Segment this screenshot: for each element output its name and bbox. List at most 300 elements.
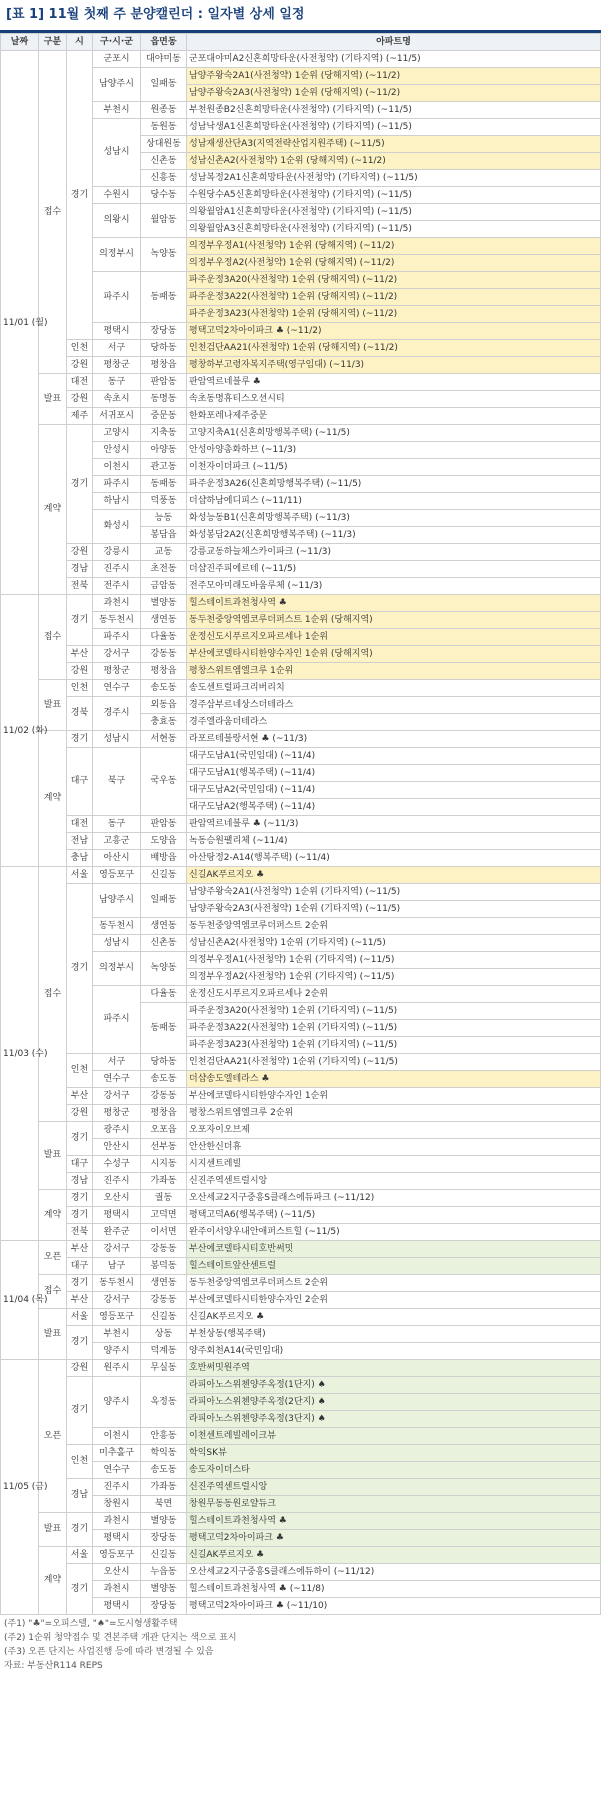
table-row [1,1275,601,1292]
province-cell: 강원 [67,1360,93,1377]
table-row [1,1190,601,1207]
table-row [1,731,601,748]
type-cell: 발표 [39,1309,67,1360]
district-cell: 광주시 [93,1122,141,1139]
apartment-cell: 힐스테이트과천청사역 ♣ (~11/8) [187,1581,601,1598]
apartment-cell: 의정부우정A2(사전청약) 1순위 (기타지역) (~11/5) [187,969,601,986]
district-cell: 영등포구 [93,1547,141,1564]
footnote: (주3) 오픈 단지는 사업진행 등에 따라 변경될 수 있음 [4,1647,214,1657]
apartment-cell: 한화포레나제주중문 [187,408,601,425]
district-cell: 진주시 [93,1173,141,1190]
table-row [1,1445,601,1462]
apartment-cell: 남양주왕숙2A3(사전청약) 1순위 (당해지역) (~11/2) [187,85,601,102]
town-cell: 대야미동 [141,51,187,68]
town-cell: 시지동 [141,1156,187,1173]
town-cell: 봉덕동 [141,1258,187,1275]
town-cell: 생연동 [141,612,187,629]
province-cell: 경기 [67,1275,93,1292]
district-cell: 강서구 [93,1292,141,1309]
table-row [1,1207,601,1224]
apartment-cell: 아산탕정2-A14(행복주택) (~11/4) [187,850,601,867]
town-cell: 장당동 [141,1598,187,1615]
district-cell: 부천시 [93,102,141,119]
town-cell: 일패동 [141,68,187,102]
town-cell: 신길동 [141,867,187,884]
town-cell: 녹양동 [141,238,187,272]
apartment-cell: 학익SK뷰 [187,1445,601,1462]
district-cell: 미추홀구 [93,1445,141,1462]
district-cell: 의왕시 [93,204,141,238]
town-cell: 아양동 [141,442,187,459]
type-cell: 접수 [39,1275,67,1309]
district-cell: 평창군 [93,357,141,374]
province-cell: 전북 [67,1224,93,1241]
district-cell: 이천시 [93,1428,141,1445]
district-cell: 안성시 [93,442,141,459]
district-cell: 의정부시 [93,238,141,272]
table-row [1,391,601,408]
town-cell: 동패동 [141,476,187,493]
table-row [1,663,601,680]
district-cell: 파주시 [93,986,141,1054]
province-cell: 강원 [67,544,93,561]
apartment-cell: 라피아노스위첸양주옥정(1단지) ♠ [187,1377,601,1394]
town-cell: 강동동 [141,646,187,663]
district-cell: 평택시 [93,1530,141,1547]
province-cell: 강원 [67,357,93,374]
apartment-cell: 평택고덕A6(행복주택) (~11/5) [187,1207,601,1224]
province-cell: 경기 [67,1207,93,1224]
town-cell: 다율동 [141,986,187,1003]
apartment-cell: 대구도남A1(행복주택) (~11/4) [187,765,601,782]
header-apartment: 아파트명 [187,34,601,51]
district-cell: 과천시 [93,1581,141,1598]
type-cell: 발표 [39,680,67,731]
table-row [1,1513,601,1530]
district-cell: 평택시 [93,1598,141,1615]
district-cell: 과천시 [93,595,141,612]
apartment-cell: 평창스위트엠엘크루 1순위 [187,663,601,680]
apartment-cell: 인천검단AA21(사전청약) 1순위 (기타지역) (~11/5) [187,1054,601,1071]
town-cell: 상대원동 [141,136,187,153]
district-cell: 동두천시 [93,918,141,935]
apartment-cell: 평택고덕2차아이파크 ♣ (~11/10) [187,1598,601,1615]
apartment-cell: 더샵하남에디피스 (~11/11) [187,493,601,510]
apartment-cell: 남양주왕숙2A1(사전청약) 1순위 (기타지역) (~11/5) [187,884,601,901]
district-cell: 하남시 [93,493,141,510]
town-cell: 장당동 [141,323,187,340]
district-cell: 강서구 [93,1241,141,1258]
apartment-cell: 인천검단AA21(사전청약) 1순위 (당해지역) (~11/2) [187,340,601,357]
province-cell: 강원 [67,663,93,680]
town-cell: 국우동 [141,748,187,816]
table-row [1,867,601,884]
town-cell: 봉담읍 [141,527,187,544]
town-cell: 누읍동 [141,1564,187,1581]
footnote: (주1) "♣"=오피스텔, "♠"=도시형생활주택 [4,1619,178,1629]
table-row [1,561,601,578]
town-cell: 일패동 [141,884,187,918]
town-cell: 궐동 [141,1190,187,1207]
table-row [1,425,601,442]
type-cell: 접수 [39,51,67,374]
apartment-cell: 군포대야미A2신혼희망타운(사전청약) (기타지역) (~11/5) [187,51,601,68]
table-row [1,884,601,901]
town-cell: 별양동 [141,595,187,612]
table-row [1,1241,601,1258]
district-cell: 완주군 [93,1224,141,1241]
date-cell: 11/04 (목) [1,1241,39,1360]
apartment-cell: 의정부우정A1(사전청약) 1순위 (기타지역) (~11/5) [187,952,601,969]
district-cell: 진주시 [93,561,141,578]
apartment-cell: 남양주왕숙2A1(사전청약) 1순위 (당해지역) (~11/2) [187,68,601,85]
type-cell: 계약 [39,1190,67,1241]
town-cell: 북면 [141,1496,187,1513]
town-cell: 선부동 [141,1139,187,1156]
town-cell: 별양동 [141,1581,187,1598]
town-cell: 신촌동 [141,153,187,170]
province-cell: 경기 [67,1190,93,1207]
town-cell: 도양읍 [141,833,187,850]
district-cell: 강서구 [93,1088,141,1105]
town-cell: 당하동 [141,340,187,357]
apartment-cell: 오산세교2지구중흥S클래스에듀파크 (~11/12) [187,1190,601,1207]
table-row [1,1360,601,1377]
table-row [1,1105,601,1122]
apartment-cell: 평창스위트엠엘크루 2순위 [187,1105,601,1122]
town-cell: 가좌동 [141,1173,187,1190]
town-cell: 고덕면 [141,1207,187,1224]
table-row [1,833,601,850]
town-cell: 동패동 [141,272,187,323]
footnote: (주2) 1순위 청약접수 및 견본주택 개관 단지는 색으로 표시 [4,1633,237,1643]
province-cell: 인천 [67,1054,93,1088]
province-cell: 대전 [67,816,93,833]
town-cell: 평창읍 [141,1105,187,1122]
province-cell: 서울 [67,867,93,884]
district-cell: 성남시 [93,119,141,187]
town-cell: 송도동 [141,680,187,697]
province-cell: 경기 [67,1377,93,1445]
apartment-cell: 신길AK푸르지오 ♣ [187,1309,601,1326]
district-cell: 안산시 [93,1139,141,1156]
apartment-cell: 신진주역센트럴시앙 [187,1479,601,1496]
date-cell: 11/05 (금) [1,1360,39,1615]
province-cell: 제주 [67,408,93,425]
district-cell: 성남시 [93,935,141,952]
district-cell: 서구 [93,340,141,357]
apartment-cell: 이천자이더파크 (~11/5) [187,459,601,476]
apartment-cell: 대구도남A2(행복주택) (~11/4) [187,799,601,816]
province-cell: 부산 [67,646,93,663]
apartment-cell: 부천상동(행복주택) [187,1326,601,1343]
district-cell: 군포시 [93,51,141,68]
apartment-cell: 양주회천A14(국민임대) [187,1343,601,1360]
district-cell: 속초시 [93,391,141,408]
apartment-cell: 경주삼부르네상스더테라스 [187,697,601,714]
district-cell: 고흥군 [93,833,141,850]
town-cell: 가좌동 [141,1479,187,1496]
table-row [1,748,601,765]
district-cell: 진주시 [93,1479,141,1496]
table-row [1,408,601,425]
type-cell: 발표 [39,1122,67,1190]
town-cell: 평창읍 [141,357,187,374]
date-cell: 11/01 (월) [1,51,39,595]
province-cell: 인천 [67,1445,93,1479]
table-row [1,578,601,595]
apartment-cell: 호반써밋원주역 [187,1360,601,1377]
district-cell: 의정부시 [93,952,141,986]
apartment-cell: 화성능동B1(신혼희망행복주택) (~11/3) [187,510,601,527]
district-cell: 과천시 [93,1513,141,1530]
town-cell: 생연동 [141,918,187,935]
town-cell: 덕풍동 [141,493,187,510]
province-cell: 전남 [67,833,93,850]
type-cell: 계약 [39,731,67,867]
town-cell: 무실동 [141,1360,187,1377]
header-province: 시 [67,34,93,51]
apartment-cell: 시지센트레빌 [187,1156,601,1173]
town-cell: 원종동 [141,102,187,119]
type-cell: 오픈 [39,1360,67,1513]
apartment-cell: 라포르테블랑서현 ♣ (~11/3) [187,731,601,748]
province-cell: 경기 [67,51,93,340]
table-row [1,1122,601,1139]
apartment-cell: 고양지축A1(신혼희망행복주택) (~11/5) [187,425,601,442]
town-cell: 관고동 [141,459,187,476]
town-cell: 강동동 [141,1292,187,1309]
town-cell: 초전동 [141,561,187,578]
apartment-cell: 창원무동동원로얄듀크 [187,1496,601,1513]
province-cell: 부산 [67,1088,93,1105]
apartment-cell: 송도자이더스타 [187,1462,601,1479]
town-cell: 안흥동 [141,1428,187,1445]
town-cell: 당수동 [141,187,187,204]
apartment-cell: 이천센트레빌레이크뷰 [187,1428,601,1445]
apartment-cell: 화성봉담2A2(신혼희망행복주택) (~11/3) [187,527,601,544]
apartment-cell: 신진주역센트럴시앙 [187,1173,601,1190]
province-cell: 경남 [67,561,93,578]
district-cell: 연수구 [93,1071,141,1088]
apartment-cell: 힐스테이트과천청사역 ♣ [187,1513,601,1530]
apartment-cell: 안산한신더휴 [187,1139,601,1156]
province-cell: 전북 [67,578,93,595]
district-cell: 남양주시 [93,68,141,102]
apartment-cell: 부산에코델타시티한양수자인 2순위 [187,1292,601,1309]
apartment-cell: 파주운정3A20(사전청약) 1순위 (당해지역) (~11/2) [187,272,601,289]
apartment-cell: 녹동승원팰리체 (~11/4) [187,833,601,850]
apartment-cell: 판암역르네블루 ♣ (~11/3) [187,816,601,833]
province-cell: 강원 [67,391,93,408]
province-cell: 경남 [67,1173,93,1190]
district-cell: 오산시 [93,1564,141,1581]
apartment-cell: 성남신촌A2(사전청약) 1순위 (기타지역) (~11/5) [187,935,601,952]
town-cell: 신촌동 [141,935,187,952]
town-cell: 평창읍 [141,663,187,680]
district-cell: 평창군 [93,663,141,680]
apartment-cell: 파주운정3A22(사전청약) 1순위 (당해지역) (~11/2) [187,289,601,306]
district-cell: 남구 [93,1258,141,1275]
district-cell: 수성구 [93,1156,141,1173]
town-cell: 외동읍 [141,697,187,714]
table-title: [표 1] 11월 첫째 주 분양캘린더 : 일자별 상세 일정 [0,0,601,33]
apartment-cell: 속초동명휴티스오션시티 [187,391,601,408]
district-cell: 평택시 [93,1207,141,1224]
province-cell: 충남 [67,850,93,867]
footnotes [0,1615,601,1675]
table-row [1,357,601,374]
table-row [1,1258,601,1275]
town-cell: 판암동 [141,816,187,833]
town-cell: 장당동 [141,1530,187,1547]
apartment-cell: 의정부우정A2(사전청약) 1순위 (당해지역) (~11/2) [187,255,601,272]
table-row [1,1547,601,1564]
table-row [1,1479,601,1496]
date-cell: 11/02 (화) [1,595,39,867]
apartment-cell: 성남신촌A2(사전청약) 1순위 (당해지역) (~11/2) [187,153,601,170]
district-cell: 연수구 [93,680,141,697]
calendar-table [0,33,601,1615]
district-cell: 서귀포시 [93,408,141,425]
province-cell: 대전 [67,374,93,391]
table-row [1,51,601,68]
district-cell: 서구 [93,1054,141,1071]
province-cell: 경기 [67,595,93,646]
district-cell: 양주시 [93,1343,141,1360]
district-cell: 오산시 [93,1190,141,1207]
apartment-cell: 운정신도시푸르지오파르세나 2순위 [187,986,601,1003]
town-cell: 옥정동 [141,1377,187,1428]
province-cell: 인천 [67,340,93,357]
apartment-cell: 안성아양총화하브 (~11/3) [187,442,601,459]
source-note: 자료: 부동산R114 REPS [4,1661,103,1671]
apartment-cell: 대구도남A2(국민임대) (~11/4) [187,782,601,799]
apartment-cell: 의정부우정A1(사전청약) 1순위 (당해지역) (~11/2) [187,238,601,255]
province-cell: 경기 [67,731,93,748]
province-cell: 경기 [67,884,93,1054]
table-row [1,1564,601,1581]
date-cell: 11/03 (수) [1,867,39,1241]
district-cell: 파주시 [93,272,141,323]
type-cell: 접수 [39,867,67,1122]
apartment-cell: 파주운정3A26(신혼희망행복주택) (~11/5) [187,476,601,493]
district-cell: 파주시 [93,629,141,646]
apartment-cell: 완주이서양우내안애퍼스트힐 (~11/5) [187,1224,601,1241]
header-district: 구·시·군 [93,34,141,51]
town-cell: 송도동 [141,1071,187,1088]
town-cell: 신길동 [141,1547,187,1564]
town-cell: 당하동 [141,1054,187,1071]
type-cell: 계약 [39,425,67,595]
apartment-cell: 오포자이오브제 [187,1122,601,1139]
apartment-cell: 파주운정3A20(사전청약) 1순위 (기타지역) (~11/5) [187,1003,601,1020]
table-row [1,680,601,697]
table-row [1,697,601,714]
header-row [1,34,601,51]
district-cell: 남양주시 [93,884,141,918]
apartment-cell: 부산에코델타시티호반써밋 [187,1241,601,1258]
town-cell: 오포읍 [141,1122,187,1139]
district-cell: 수원시 [93,187,141,204]
apartment-cell: 경주엘라움더테라스 [187,714,601,731]
district-cell: 전주시 [93,578,141,595]
town-cell: 지축동 [141,425,187,442]
apartment-cell: 운정신도시푸르지오파르세나 1순위 [187,629,601,646]
district-cell: 동두천시 [93,612,141,629]
table-body [1,51,601,1615]
district-cell: 평창군 [93,1105,141,1122]
apartment-cell: 동두천중앙역엠코루더퍼스트 1순위 (당해지역) [187,612,601,629]
table-row [1,374,601,391]
town-cell: 별양동 [141,1513,187,1530]
town-cell: 교동 [141,544,187,561]
apartment-cell: 평택고덕2차아이파크 ♣ [187,1530,601,1547]
province-cell: 서울 [67,1547,93,1564]
province-cell: 인천 [67,680,93,697]
apartment-cell: 오산세교2지구중흥S클래스에듀하이 (~11/12) [187,1564,601,1581]
town-cell: 금암동 [141,578,187,595]
town-cell: 중문동 [141,408,187,425]
district-cell: 영등포구 [93,867,141,884]
table-row [1,544,601,561]
district-cell: 화성시 [93,510,141,544]
apartment-cell: 평창하부고령자복지주택(영구임대) (~11/3) [187,357,601,374]
district-cell: 원주시 [93,1360,141,1377]
town-cell: 덕계동 [141,1343,187,1360]
apartment-cell: 판암역르네블루 ♣ [187,374,601,391]
district-cell: 동두천시 [93,1275,141,1292]
province-cell: 부산 [67,1241,93,1258]
apartment-cell: 성남복정2A1신혼희망타운(사전청약) (기타지역) (~11/5) [187,170,601,187]
apartment-cell: 수원당수A5신혼희망타운(사전청약) (기타지역) (~11/5) [187,187,601,204]
apartment-cell: 의왕월암A3신혼희망타운(사전청약) (기타지역) (~11/5) [187,221,601,238]
type-cell: 발표 [39,1513,67,1547]
district-cell: 아산시 [93,850,141,867]
town-cell: 강동동 [141,1241,187,1258]
district-cell: 부천시 [93,1326,141,1343]
district-cell: 양주시 [93,1377,141,1428]
district-cell: 평택시 [93,323,141,340]
town-cell: 신길동 [141,1309,187,1326]
header-date: 날짜 [1,34,39,51]
table-row [1,1054,601,1071]
province-cell: 부산 [67,1292,93,1309]
apartment-cell: 파주운정3A22(사전청약) 1순위 (기타지역) (~11/5) [187,1020,601,1037]
town-cell: 생연동 [141,1275,187,1292]
town-cell: 배방읍 [141,850,187,867]
apartment-cell: 전주모아미래도바움루체 (~11/3) [187,578,601,595]
apartment-cell: 성남재생산단A3(지역전략산업지원주택) (~11/5) [187,136,601,153]
table-row [1,646,601,663]
town-cell: 능동 [141,510,187,527]
district-cell: 동구 [93,374,141,391]
type-cell: 계약 [39,1547,67,1615]
province-cell: 경북 [67,697,93,731]
district-cell: 강서구 [93,646,141,663]
town-cell: 이서면 [141,1224,187,1241]
town-cell: 판암동 [141,374,187,391]
table-row [1,340,601,357]
province-cell: 서울 [67,1309,93,1326]
apartment-cell: 힐스테이트과천청사역 ♣ [187,595,601,612]
district-cell: 창원시 [93,1496,141,1513]
town-cell: 동원동 [141,119,187,136]
apartment-cell: 송도센트럴파크리버리치 [187,680,601,697]
apartment-cell: 강릉교동하늘채스카이파크 (~11/3) [187,544,601,561]
province-cell: 경기 [67,1513,93,1547]
table-row [1,1377,601,1394]
